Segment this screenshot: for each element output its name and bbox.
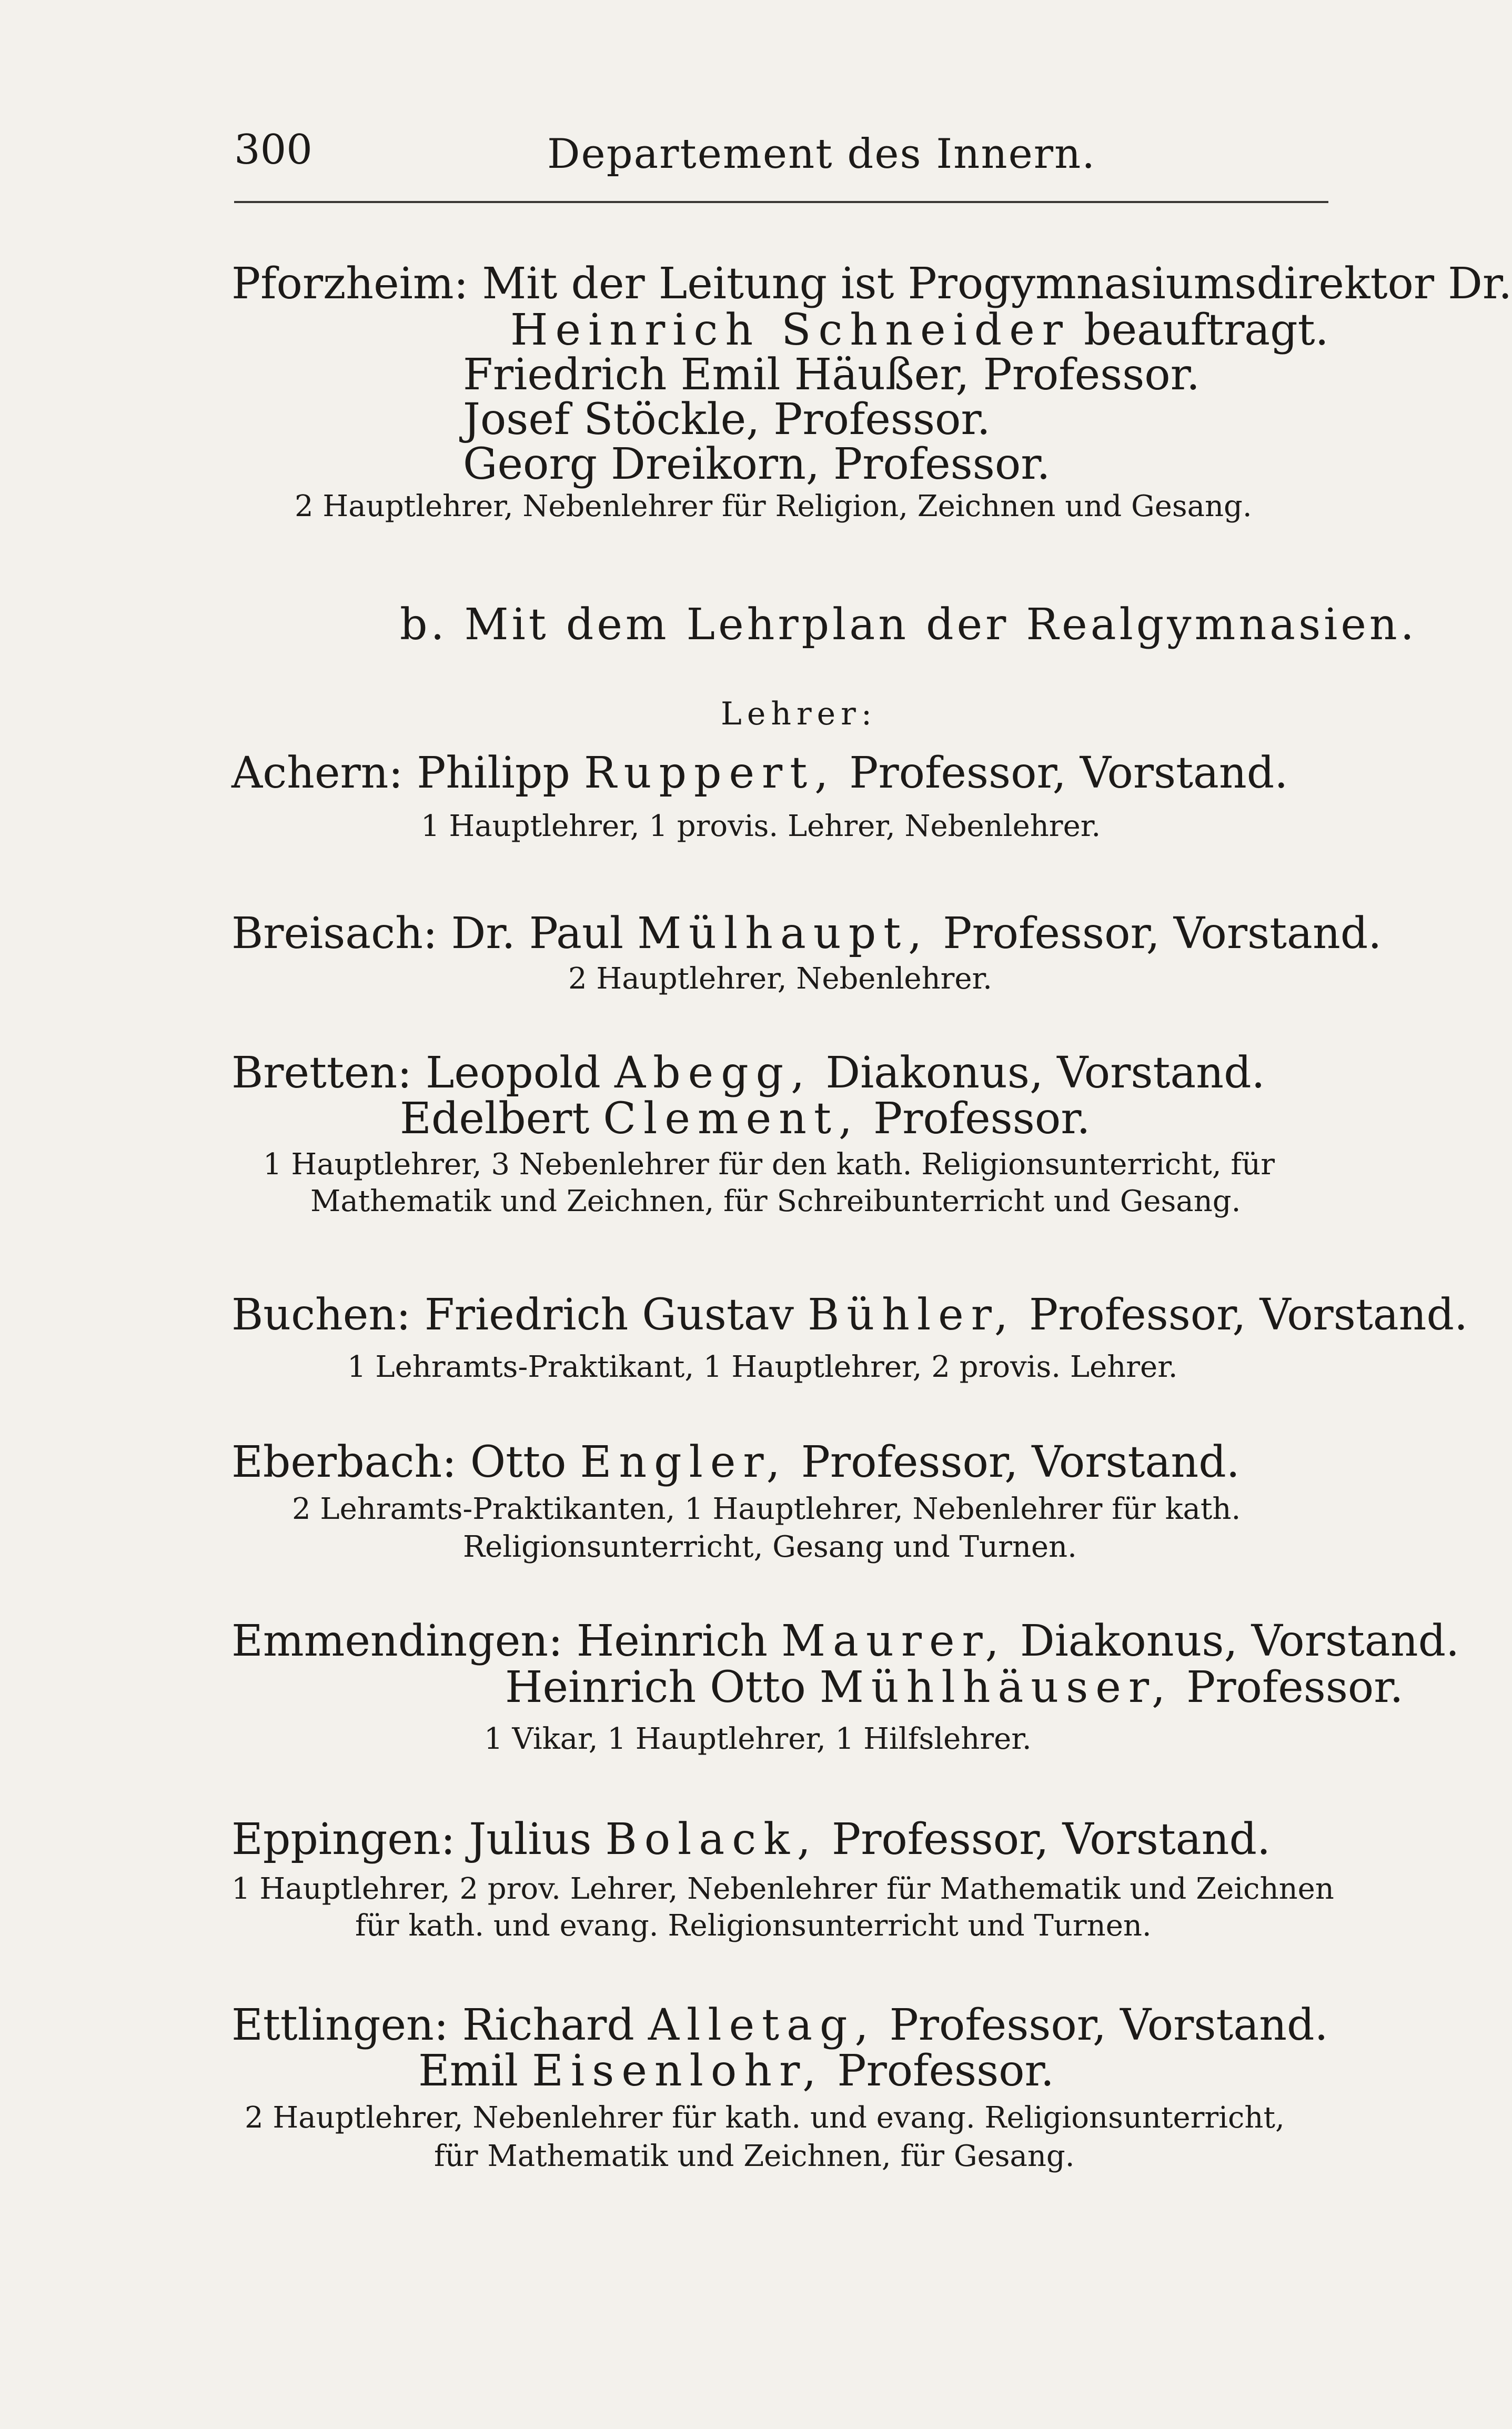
person-first: Dr. Paul <box>451 909 624 959</box>
entry-note: 1 Hauptlehrer, 1 provis. Lehrer, Nebenlehrer. <box>421 809 1101 843</box>
place-label: Achern: <box>231 748 404 798</box>
person-name: Bühler, <box>808 1290 1015 1340</box>
place-label: Emmendingen: <box>231 1616 563 1666</box>
person-name: Eisenlohr, <box>532 2046 824 2096</box>
section-heading: b. Mit dem Lehrplan der Realgymnasien. <box>400 600 1417 650</box>
entry-line: Josef Stöckle, Professor. <box>463 395 991 445</box>
entry-line: Georg Dreikorn, Professor. <box>463 439 1051 489</box>
person-role: Professor, Vorstand. <box>943 909 1382 959</box>
person-role: Professor. <box>837 2046 1054 2096</box>
person-name: Heinrich Schneider <box>510 305 1070 355</box>
entry-note: für kath. und evang. Religionsunterricht und Turnen. <box>355 1909 1152 1943</box>
place-label: Breisach: <box>231 909 438 959</box>
place-emmendingen <box>231 1618 1459 1665</box>
entry-line <box>418 2048 1054 2095</box>
place-eberbach <box>231 1439 1240 1486</box>
entry-note: 1 Hauptlehrer, 3 Nebenlehrer für den kath. Religionsunterricht, für <box>263 1147 1275 1182</box>
entry-note: 2 Hauptlehrer, Nebenlehrer für Religion, Zeichnen und Gesang. <box>295 489 1252 523</box>
entry-note: 1 Lehramts-Praktikant, 1 Hauptlehrer, 2 provis. Lehrer. <box>347 1350 1178 1384</box>
person-role: Diakonus, Vorstand. <box>825 1048 1265 1098</box>
person-first: Friedrich Gustav <box>424 1290 794 1340</box>
entry-note: 2 Hauptlehrer, Nebenlehrer. <box>568 962 992 996</box>
person-first: Heinrich <box>576 1616 768 1666</box>
place-ettlingen <box>231 2002 1328 2049</box>
person-name: Ruppert, <box>583 748 836 798</box>
place-buchen <box>231 1292 1468 1339</box>
entry-line <box>505 1664 1404 1711</box>
entry-note: 2 Lehramts-Praktikanten, 1 Hauptlehrer, Nebenlehrer für kath. <box>292 1492 1241 1526</box>
person-name: Mühlhäuser, <box>819 1662 1173 1712</box>
person-first: Emil <box>418 2046 519 2096</box>
person-first: Richard <box>462 2000 634 2050</box>
person-role: Professor, Vorstand. <box>849 748 1288 798</box>
entry-note: für Mathematik und Zeichnen, für Gesang. <box>434 2139 1075 2173</box>
place-eppingen <box>231 1816 1271 1863</box>
entry-note: Religionsunterricht, Gesang und Turnen. <box>463 1530 1077 1564</box>
person-role: Diakonus, Vorstand. <box>1020 1616 1460 1666</box>
person-first: Julius <box>469 1815 592 1864</box>
entry-line: beauftragt. <box>1084 305 1329 355</box>
person-name: Alletag, <box>648 2000 876 2050</box>
person-name: Bolack, <box>605 1815 818 1864</box>
person-role: Professor. <box>873 1094 1091 1144</box>
person-role: Professor, Vorstand. <box>1029 1290 1468 1340</box>
entry-note: Mathematik und Zeichnen, für Schreibunterricht und Gesang. <box>310 1184 1241 1218</box>
place-breisach <box>231 910 1382 958</box>
person-name: Maurer, <box>781 1616 1006 1666</box>
entry-line: Mit der Leitung ist Progymnasiumsdirektor Dr. <box>482 259 1512 309</box>
person-first: Otto <box>470 1437 567 1487</box>
place-label: Bretten: <box>231 1048 412 1098</box>
entry-line <box>400 1095 1090 1143</box>
person-first: Heinrich Otto <box>505 1662 806 1712</box>
entry-note: 1 Vikar, 1 Hauptlehrer, 1 Hilfslehrer. <box>484 1722 1032 1756</box>
person-name: Abegg, <box>614 1048 812 1098</box>
place-label: Eberbach: <box>231 1437 457 1487</box>
entry-line: Friedrich Emil Häußer, Professor. <box>463 350 1200 400</box>
header-rule <box>234 201 1328 203</box>
place-label: Eppingen: <box>231 1815 456 1864</box>
person-name: Engler, <box>580 1437 788 1487</box>
place-label: Ettlingen: <box>231 2000 449 2050</box>
person-first: Leopold <box>425 1048 601 1098</box>
person-name: Mülhaupt, <box>637 909 930 959</box>
person-first: Philipp <box>417 748 570 798</box>
place-bretten <box>231 1050 1265 1097</box>
entry-note: 2 Hauptlehrer, Nebenlehrer für kath. und evang. Religionsunterricht, <box>245 2101 1285 2135</box>
place-achern <box>231 750 1288 797</box>
person-role: Professor, Vorstand. <box>832 1815 1271 1864</box>
running-title: Departement des Innern. <box>547 130 1096 178</box>
person-first: Edelbert <box>400 1094 590 1144</box>
place-label: Pforzheim: <box>231 259 469 309</box>
place-pforzheim <box>231 260 1512 308</box>
entry-note: 1 Hauptlehrer, 2 prov. Lehrer, Nebenlehrer für Mathematik und Zeichnen <box>231 1872 1334 1906</box>
page-number: 300 <box>234 126 313 174</box>
person-name: Clement, <box>603 1094 860 1144</box>
person-role: Professor, Vorstand. <box>801 1437 1240 1487</box>
person-role: Professor. <box>1186 1662 1404 1712</box>
person-role: Professor, Vorstand. <box>889 2000 1328 2050</box>
place-label: Buchen: <box>231 1290 411 1340</box>
entry-line <box>510 307 1329 354</box>
section-subheading: Lehrer: <box>721 696 878 732</box>
